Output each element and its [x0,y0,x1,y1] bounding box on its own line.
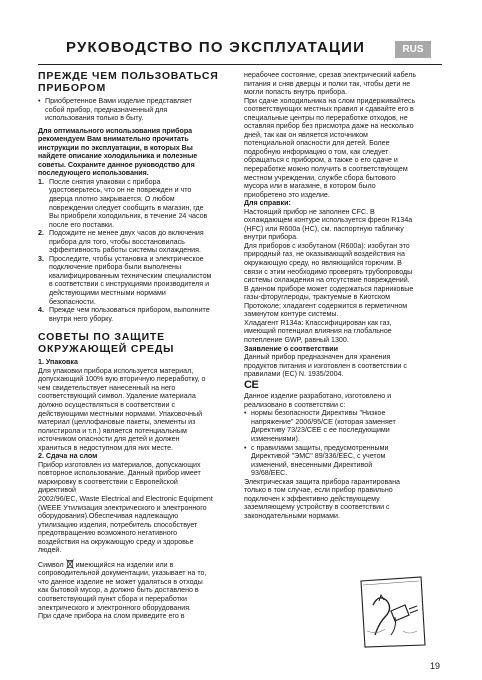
text-line: эффективность работы системы охлаждения. [49,246,201,255]
bullet-dot-icon: • [244,443,247,452]
text-line: Вы приобрели холодильник, в течение 24 часов [49,212,208,221]
text-line: повреждении следует сообщить в магазин, где [49,203,204,212]
text-line: найдете описание холодильника и полезные [38,152,198,161]
text-line: законодательными нормами. [244,511,340,520]
crossed-bin-icon [66,559,74,569]
text-line: (WEEE Утилизация электрического и электронного [38,503,207,512]
bullet-dot-icon: • [38,97,41,105]
text-line: 2002/96/EC, Waste Electrical and Electronic Equipment [38,494,213,503]
header-divider [38,64,442,65]
text-line: специальные центры по переработке отходов, не [244,113,408,122]
weee-symbol-text [38,569,234,620]
page-title: РУКОВОДСТВО ПО ЭКСПЛУАТАЦИИ [66,39,366,56]
text-line: изменениями). [251,434,300,443]
text-line: нормы безопасности Директивы "Низкое [251,409,386,418]
packaging-text [38,367,234,452]
section-heading-before-use: ПРЕЖДЕ ЧЕМ ПОЛЬЗОВАТЬСЯ ПРИБОРОМ [38,70,219,94]
weee-symbol-line: Символ имеющийся на изделии или в [38,560,174,569]
page-number: 19 [430,661,441,671]
text-line: советы. Сохраните данное руководство для [38,160,195,169]
text-line: При сдаче прибора на слом приведите его в [38,612,185,621]
text-line: материал (целлофановые пакеты, элементы из [38,418,196,427]
text-line: изменений, внесенными Директивой [251,460,373,469]
page-header [38,36,442,62]
text-line: газы-фторуглероды, трактуемые в Киотском [244,293,390,302]
grounding-text [244,478,444,521]
text-line: квалифицированным техническим специалистом [49,271,212,280]
ce-mark-icon: CE [244,378,259,391]
text-line: правилами (EC) N. 1935/2004. [244,370,344,379]
text-line: соответствующий пункт сбора и переработки [38,594,187,603]
text-line: электрического и электронного оборудования. [38,603,192,612]
text-line: чем свидетельствует нанесенный на него [38,383,176,392]
text-line: напряжение" 2006/95/CE (которая заменяет [251,417,396,426]
text-line: маркировку в соответствии с Европейской [38,477,178,486]
text-line: последующего использования. [38,169,149,178]
text-line: переработке можно получить в соответствующем [244,165,408,174]
disposal-continued-text [244,71,444,199]
text-line: после его поставки. [49,220,114,229]
text-line: что данное изделие не может удаляться в отходы [38,577,203,586]
text-line: внутри него уборку. [49,314,114,323]
text-line: Директиву 73/23/CEE с ее последующими [251,426,390,435]
text-line: как бытовой мусор, а должно быть доставлено в [38,586,199,595]
text-line: безопасности. [49,297,96,306]
disposal-text [38,461,234,555]
text-line: природный газ, не оказывающий воздействия на [244,250,405,259]
right-column [244,71,444,520]
list-item-2: 2. Подождите не менее двух часов до включения прибора для того, чтобы восстановилась эффективность работы системы охлаждения. [38,229,234,255]
declaration-heading: Заявление о соответствии [244,344,338,353]
text-line: храниться в недоступном для них месте. [38,443,174,452]
grounding-plug-illustration-icon [355,571,430,651]
text-line: Данный прибор предназначен для хранения [244,353,391,362]
text-line: подключение прибора были выполнены [49,263,182,272]
text-line: оборудования).Обеспечивая надлежащую [38,512,179,521]
text-line: оставляя прибор без присмотра даже на несколько [244,122,414,131]
text-line: соответствующий символ. Удаление материала [38,392,196,401]
text-line: соответствующих местных правил и сдавайте его в [244,105,414,114]
text-line: подключен к эффективно действующему [244,494,380,503]
text-line: повторное использование. Данный прибор имеет [38,469,201,478]
language-badge: RUS [395,41,431,58]
left-column [38,71,234,621]
declaration-text [244,353,444,379]
list-item-1: 1. После снятия упаковки с прибора удостоверьтесь, что он не поврежден и что дверца плотно закрывается. О любом повреждении следует сообщить в магазин, где Вы приобрели холодильник, в течение 24 часов после его поставки. [38,178,234,229]
text-line: В данном приборе может содержаться парниковые [244,284,414,293]
text-line: имеющий потенциал влияния на глобальное [244,327,392,336]
text-line: нерабочее состояние, срезав электрический кабель [244,71,417,79]
text-line: рекомендуем Вам внимательно прочитать [38,135,189,144]
text-line: воздействия на окружающую среду и здоровье [38,537,194,546]
text-line: дней, так как он является источником [244,130,368,139]
directive-bullet-1 [244,409,444,443]
directive-bullet-2 [244,444,444,478]
text-line: мусора или в магазине, в котором было [244,182,376,191]
text-line: подробную информацию о том, как следует [244,147,389,156]
text-line: собой прибор, предназначенный для [45,105,168,114]
text-line: полистирола и т.п.) является потенциальным [38,426,187,435]
ce-text [244,392,444,409]
intro-bullet [38,97,234,123]
text-line: Протоколе; хладагент содержится в герметичном [244,301,408,310]
list-item-4: 4. Прежде чем пользоваться прибором, выполните внутри него уборку. [38,306,234,323]
text-line: источником опасности для детей и должен [38,435,180,444]
text-line: дверца плотно закрывается. О любом [49,195,175,204]
text-line: Настоящий прибор не заполнен CFC. В [244,207,375,216]
text-line: питания и сняв дверцы и полки так, чтобы дети не [244,79,411,88]
text-line: окружающую среду, но являющийся горючим. В [244,259,402,268]
text-line: Приобретенное Вами изделие представляет [45,97,192,105]
text-line: продуктов питания и изготовлен в соответствии с [244,361,407,370]
text-line: Подождите не менее двух часов до включения [49,229,204,238]
text-line: внутри прибора. [244,233,298,242]
text-line: должно осуществляться в соответствии с [38,400,175,409]
recommendation-paragraph [38,127,234,178]
section-heading-environment: СОВЕТЫ ПО ЗАЩИТЕ ОКРУЖАЮЩЕЙ СРЕДЫ [38,331,175,355]
text-line: допускающий 100% вую вторичную переработку, о [38,375,206,384]
text-line: действующими местными нормами. Упаковочный [38,409,203,418]
text-line: удостоверьтесь, что он не поврежден и что [49,186,192,195]
text-line: 93/68/EEC. [251,469,288,478]
text-line: местном учреждении, службе сбора бытового [244,173,396,182]
text-line: Прибор изготовлен из материалов, допускающих [38,460,201,469]
text-line: Данное изделие разработано, изготовлено и [244,392,392,401]
text-line: сопроводительной документации, указывает на то, [38,569,207,578]
text-line: Для упаковки прибора используется материал, [38,366,194,375]
text-line: При сдаче холодильника на слом придерживайтесь [244,96,416,105]
text-line: могли попасть внутрь прибора. [244,88,348,97]
text-line: обращаться с прибором, а также о его сдаче и [244,156,398,165]
list-item-3: 3. Проследите, чтобы установка и электрическое подключение прибора были выполнены квалифицированным техническим специалистом в соответствии с инструкциями производителя и действующими местными нормами безопасности. [38,255,234,306]
text-line: прибора для того, чтобы восстановилась [49,237,185,246]
text-line: замкнутом контуре системы. [244,310,339,319]
packaging-heading: 1. Упаковка [38,358,78,367]
text-line: Хладагент R134a: Классифицирован как газ, [244,318,392,327]
text-line: использования только в быту. [45,114,144,123]
text-line: заземляющему устройству в соответствии с [244,503,390,512]
text-line: инструкции по эксплуатации, в которых Вы [38,143,193,152]
text-line: потепление GWP, равный 1300. [244,335,349,344]
text-line: Директивой "ЭМС" 89/336/EEC, с учетом [251,452,386,461]
text-line: реализовано в соответствии с: [244,400,346,409]
text-line: Проследите, чтобы установка и электрическое [49,254,204,263]
text-line: с правилами защиты, предусмотренными [251,443,389,452]
text-line: системы охлаждения на отсутствие повреждений. [244,276,410,285]
info-heading: Для справки: [244,199,291,208]
text-line: в соответствии с инструкциями производителя и [49,280,210,289]
text-line: приобретено это изделие. [244,190,330,199]
text-line: предотвращению возможного негативного [38,529,178,538]
text-line: (HFC) или R600a (HC), см. паспортную табличку [244,224,404,233]
text-line: После снятия упаковки с прибора [49,177,161,186]
text-line: Для приборов с изобутаном (R600a): изобутан это [244,241,410,250]
text-line: людей. [38,546,62,555]
text-line: директивой [38,486,76,495]
text-line: действующими местными нормами [49,289,166,298]
text-line: связи с этим необходимо проверять трубопроводы [244,267,413,276]
bullet-dot-icon: • [244,409,247,418]
text-line: Электрическая защита прибора гарантирована [244,477,400,486]
info-text [244,208,444,345]
text-line: Для оптимального использования прибора [38,126,193,135]
text-line: Прежде чем пользоваться прибором, выполните [49,306,210,315]
text-line: охлаждающем контуре используется фреон R134a [244,216,413,225]
disposal-heading: 2. Сдача на слом [38,452,98,461]
text-line: утилизацию изделия, потребитель способствует [38,520,198,529]
text-line: потенциальной опасности для детей. Более [244,139,390,148]
text-line: только в том случае, если прибор правильно [244,486,393,495]
